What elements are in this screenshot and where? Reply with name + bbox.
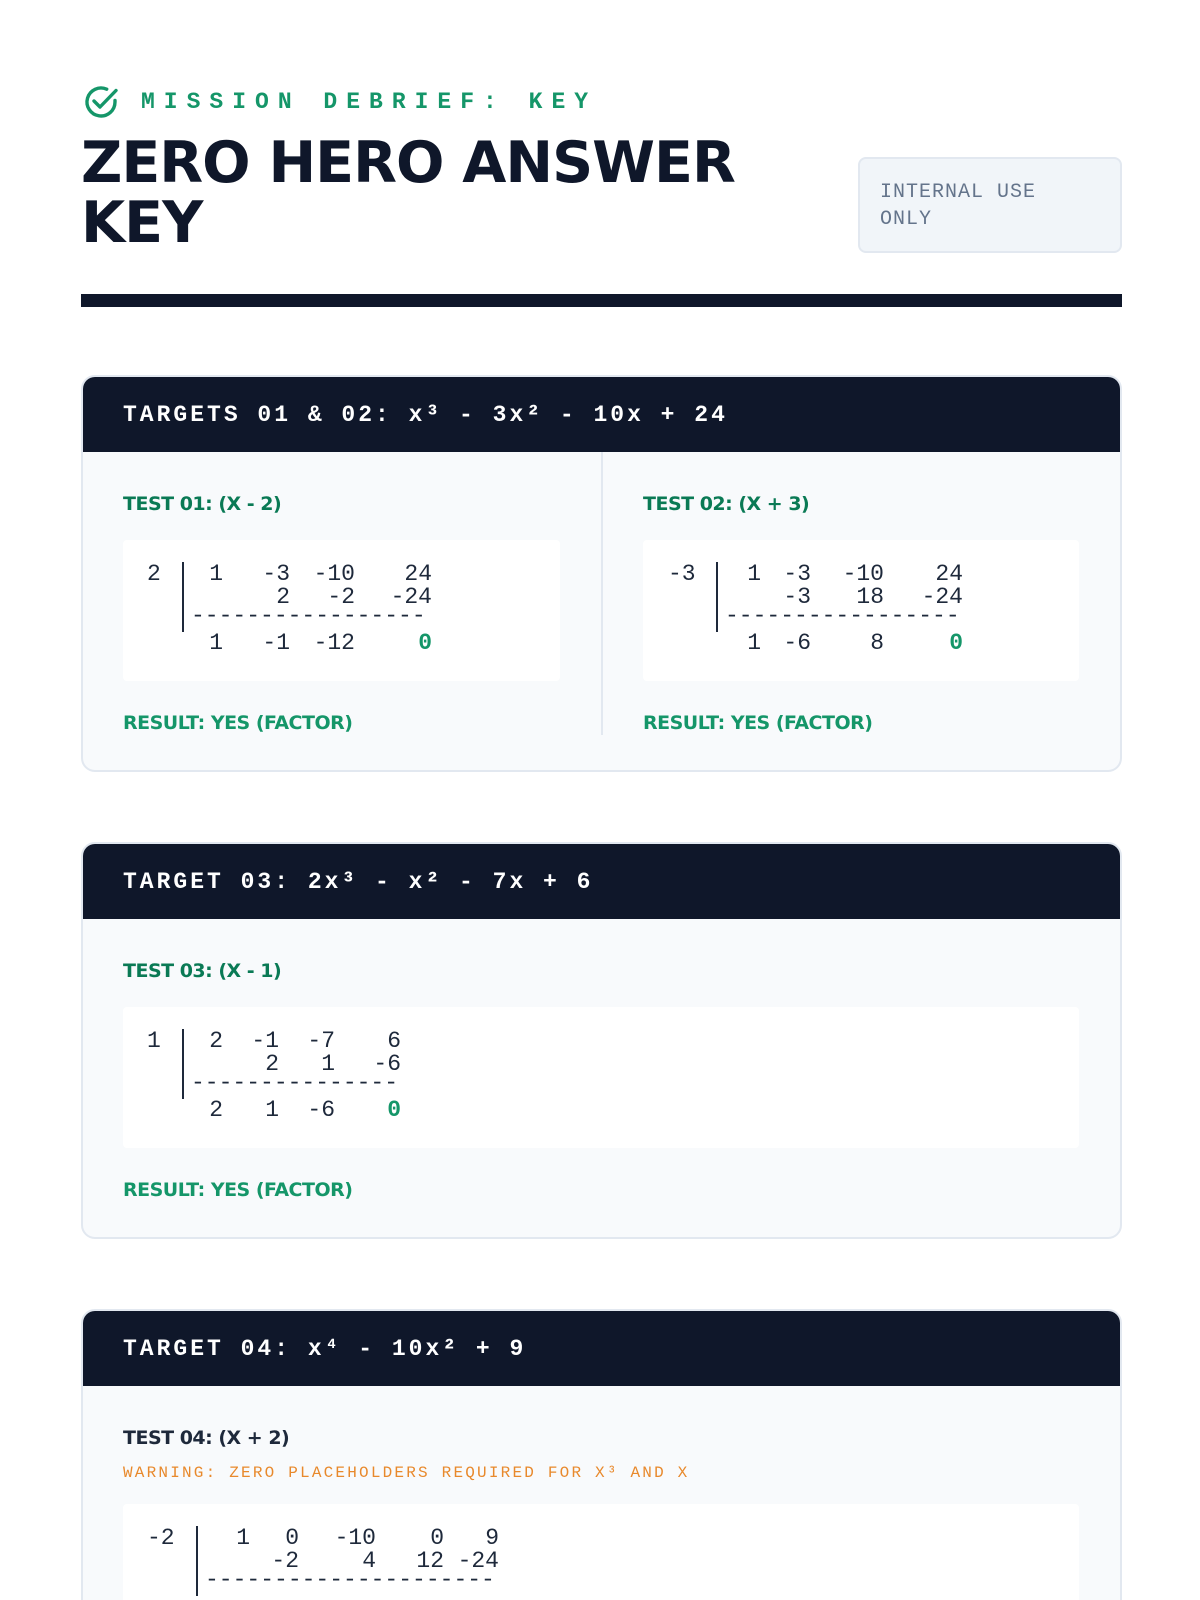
quotient-value: -1 xyxy=(262,630,290,656)
product-value: -3 xyxy=(783,584,811,610)
quotient-value: 8 xyxy=(870,630,884,656)
header-eyebrow-row xyxy=(81,82,597,122)
test-column xyxy=(83,1386,1120,1600)
coefficient: 24 xyxy=(935,561,963,587)
product-value: 2 xyxy=(276,584,290,610)
test-column xyxy=(83,452,601,735)
internal-use-badge: INTERNAL USE ONLY xyxy=(858,157,1122,253)
coefficient: -1 xyxy=(251,1028,279,1054)
quotient-value: 1 xyxy=(265,1097,279,1123)
coefficient: -7 xyxy=(307,1028,335,1054)
coefficient: -10 xyxy=(313,561,355,587)
division-line: ----------------- xyxy=(725,603,960,629)
product-value: 18 xyxy=(856,584,884,610)
coefficient: 1 xyxy=(209,561,223,587)
coefficient: -10 xyxy=(334,1525,376,1551)
coefficient: 0 xyxy=(430,1525,444,1551)
product-value: 12 xyxy=(416,1548,444,1574)
product-value: 2 xyxy=(265,1051,279,1077)
card-title: TARGETS 01 & 02: x³ - 3x² - 10x + 24 xyxy=(123,401,728,428)
coefficient: -10 xyxy=(842,561,884,587)
eyebrow-label: MISSION DEBRIEF: KEY xyxy=(141,89,598,115)
synthetic-division xyxy=(643,540,1079,681)
card-header xyxy=(83,1311,1120,1386)
page-title: ZERO HERO ANSWER KEY xyxy=(81,130,735,256)
remainder-value: 0 xyxy=(949,630,963,656)
result-label: RESULT: YES (FACTOR) xyxy=(643,712,873,734)
test-label: TEST 02: (X + 3) xyxy=(643,493,810,515)
header-divider xyxy=(81,294,1122,307)
product-value: -24 xyxy=(457,1548,499,1574)
remainder-value: 0 xyxy=(387,1097,401,1123)
division-line: --------------- xyxy=(191,1070,399,1096)
card-header xyxy=(83,844,1120,919)
quotient-value: -6 xyxy=(307,1097,335,1123)
divisor-root: 2 xyxy=(147,561,161,587)
target-card-01-02 xyxy=(81,375,1122,772)
warning-note: WARNING: ZERO PLACEHOLDERS REQUIRED FOR X³ AND X xyxy=(123,1464,690,1482)
test-column xyxy=(83,919,1120,1202)
test-label: TEST 01: (X - 2) xyxy=(123,493,282,515)
coefficient: 2 xyxy=(209,1028,223,1054)
division-line: ----------------- xyxy=(191,603,426,629)
product-value: -24 xyxy=(390,584,432,610)
test-label: TEST 03: (X - 1) xyxy=(123,960,282,982)
divisor-root: 1 xyxy=(147,1028,161,1054)
coefficient: 1 xyxy=(747,561,761,587)
product-value: -2 xyxy=(271,1548,299,1574)
product-value: 4 xyxy=(362,1548,376,1574)
target-card-03 xyxy=(81,842,1122,1239)
card-title: TARGET 04: x⁴ - 10x² + 9 xyxy=(123,1335,527,1362)
synthetic-division xyxy=(123,1504,1079,1600)
product-value: -24 xyxy=(921,584,963,610)
card-title: TARGET 03: 2x³ - x² - 7x + 6 xyxy=(123,868,594,895)
card-header xyxy=(83,377,1120,452)
division-line: --------------------- xyxy=(205,1567,495,1593)
quotient-value: -12 xyxy=(313,630,355,656)
result-label: RESULT: YES (FACTOR) xyxy=(123,1179,353,1201)
product-value: -2 xyxy=(327,584,355,610)
product-value: -6 xyxy=(373,1051,401,1077)
test-label: TEST 04: (X + 2) xyxy=(123,1427,290,1449)
coefficient: 6 xyxy=(387,1028,401,1054)
synthetic-division xyxy=(123,1007,1079,1148)
result-label: RESULT: YES (FACTOR) xyxy=(123,712,353,734)
coefficient: 24 xyxy=(404,561,432,587)
divisor-root: -2 xyxy=(147,1525,175,1551)
quotient-value: -6 xyxy=(783,630,811,656)
quotient-value: 1 xyxy=(209,630,223,656)
divisor-root: -3 xyxy=(668,561,696,587)
check-circle-icon xyxy=(81,82,121,122)
coefficient: 9 xyxy=(485,1525,499,1551)
product-value: 1 xyxy=(321,1051,335,1077)
coefficient: -3 xyxy=(783,561,811,587)
remainder-value: 0 xyxy=(418,630,432,656)
target-card-04 xyxy=(81,1309,1122,1600)
quotient-value: 1 xyxy=(747,630,761,656)
test-column xyxy=(601,452,1120,735)
coefficient: 0 xyxy=(285,1525,299,1551)
coefficient: 1 xyxy=(236,1525,250,1551)
coefficient: -3 xyxy=(262,561,290,587)
synthetic-division xyxy=(123,540,560,681)
quotient-value: 2 xyxy=(209,1097,223,1123)
